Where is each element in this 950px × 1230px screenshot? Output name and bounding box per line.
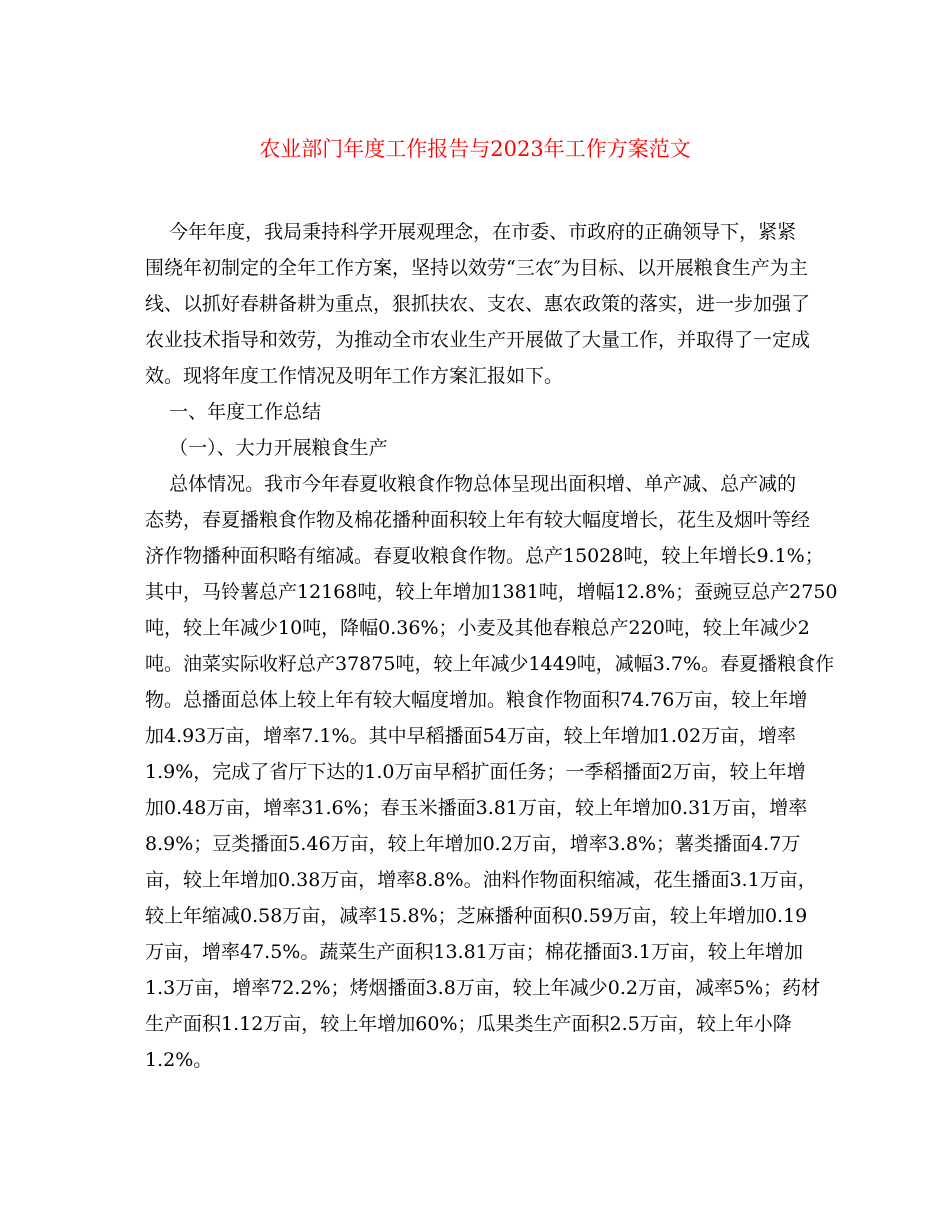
text-line: 总体情况。我市今年春夏收粮食作物总体呈现出面积增、单产减、总产减的 — [145, 473, 797, 495]
text-line: 济作物播种面积略有缩减。春夏收粮食作物。总产15028吨，较上年增长9.1%； — [145, 545, 824, 567]
text-line: 加4.93万亩，增率7.1%。其中早稻播面54万亩，较上年增加1.02万亩，增率 — [145, 725, 797, 747]
text-line: 吨。油菜实际收籽总产37875吨，较上年减少1449吨，减幅3.7%。春夏播粮食作 — [145, 653, 835, 675]
document-title: 农业部门年度工作报告与2023年工作方案范文 — [259, 137, 691, 161]
text-line: 其中，马铃薯总产12168吨，较上年增加1381吨，增幅12.8%；蚕豌豆总产2750 — [145, 581, 838, 603]
text-line: 1.9%，完成了省厅下达的1.0万亩早稻扩面任务；一季稻播面2万亩，较上年增 — [145, 761, 806, 783]
text-line: 线、以抓好春耕备耕为重点，狠抓扶农、支农、惠农政策的落实，进一步加强了 — [145, 293, 811, 315]
text-line: 8.9%；豆类播面5.46万亩，较上年增加0.2万亩，增率3.8%；薯类播面4.7万 — [145, 833, 801, 855]
subsection-heading: （一）、大力开展粮食生产 — [145, 437, 388, 459]
text-line: 今年年度，我局秉持科学开展观理念，在市委、市政府的正确领导下，紧紧 — [145, 221, 797, 243]
text-line: 吨，较上年减少10吨，降幅0.36%；小麦及其他春粮总产220吨，较上年减少2 — [145, 617, 810, 639]
text-line: 态势，春夏播粮食作物及棉花播种面积较上年有较大幅度增长，花生及烟叶等经 — [145, 509, 811, 531]
text-line: 万亩，增率47.5%。蔬菜生产面积13.81万亩；棉花播面3.1万亩，较上年增加 — [145, 941, 803, 963]
text-line: 围绕年初制定的全年工作方案，坚持以效劳“三农″为目标、以开展粮食生产为主 — [145, 257, 808, 279]
text-line: 加0.48万亩，增率31.6%；春玉米播面3.81万亩，较上年增加0.31万亩，增率 — [145, 797, 808, 819]
text-line: 1.3万亩，增率72.2%；烤烟播面3.8万亩，较上年减少0.2万亩，减率5%；药材 — [145, 977, 821, 999]
text-line: 1.2%。 — [145, 1049, 213, 1071]
section-heading: 一、年度工作总结 — [145, 401, 322, 423]
text-line: 亩，较上年增加0.38万亩，增率8.8%。油料作物面积缩减，花生播面3.1万亩， — [145, 869, 817, 891]
document-body — [145, 214, 838, 1078]
text-line: 生产面积1.12万亩，较上年增加60%；瓜果类生产面积2.5万亩，较上年小降 — [145, 1013, 792, 1035]
text-line: 较上年缩减0.58万亩，减率15.8%；芝麻播种面积0.59万亩，较上年增加0.19 — [145, 905, 808, 927]
text-line: 农业技术指导和效劳，为推动全市农业生产开展做了大量工作，并取得了一定成 — [145, 329, 811, 351]
text-line: 物。总播面总体上较上年有较大幅度增加。粮食作物面积74.76万亩，较上年增 — [145, 689, 808, 711]
text-line: 效。现将年度工作情况及明年工作方案汇报如下。 — [145, 365, 564, 387]
